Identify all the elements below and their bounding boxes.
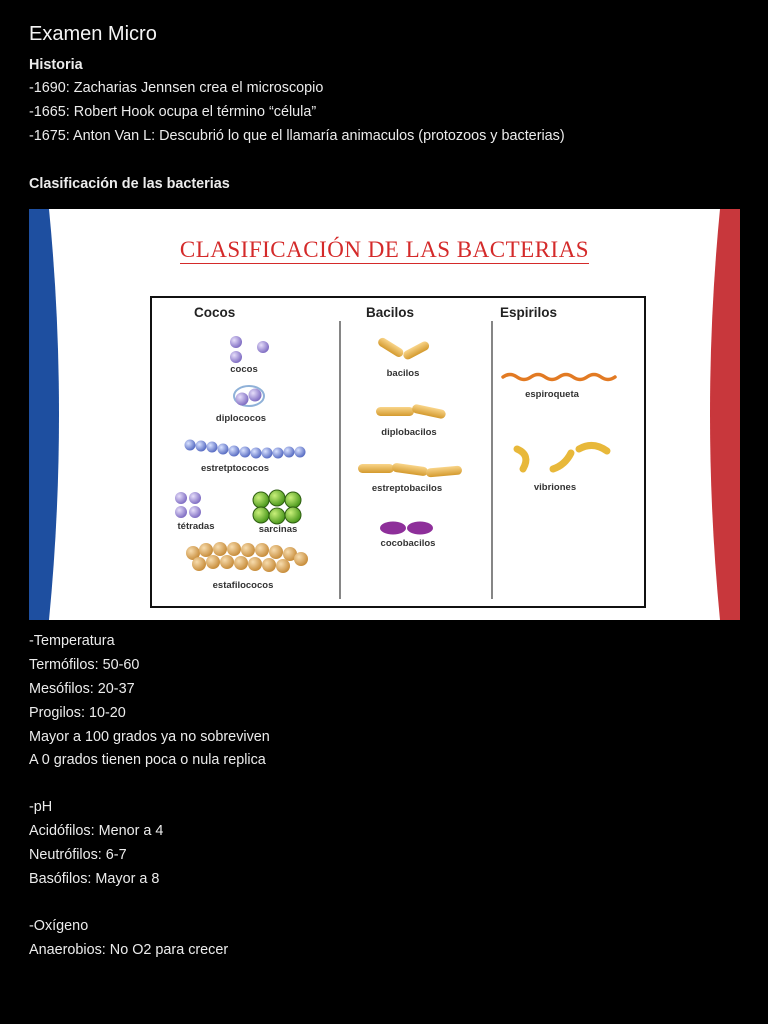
label-estreptococos: estretptococos bbox=[200, 463, 270, 474]
label-vibriones: vibriones bbox=[533, 482, 577, 493]
label-diplococos: diplococos bbox=[215, 413, 267, 424]
ph-item: Acidófilos: Menor a 4 bbox=[29, 823, 164, 839]
label-tetradas: tétradas bbox=[177, 521, 215, 532]
oxigeno-item: Anaerobios: No O2 para crecer bbox=[29, 942, 229, 958]
label-estreptobacilos: estreptobacilos bbox=[371, 483, 443, 494]
temperatura-item: Mesófilos: 20-37 bbox=[29, 681, 135, 697]
label-diplobacilos: diplobacilos bbox=[381, 427, 437, 438]
ph-item: Basófilos: Mayor a 8 bbox=[29, 871, 160, 887]
blue-band bbox=[29, 209, 59, 620]
bacteria-classification-image bbox=[29, 209, 740, 620]
label-cocos: cocos bbox=[230, 364, 258, 375]
oxigeno-heading: -Oxígeno bbox=[29, 918, 89, 934]
red-band bbox=[710, 209, 740, 620]
column-cocos: Cocos bbox=[194, 305, 236, 320]
label-espiroqueta: espiroqueta bbox=[525, 389, 579, 400]
ph-heading: -pH bbox=[29, 799, 53, 815]
ph-item: Neutrófilos: 6-7 bbox=[29, 847, 127, 863]
historia-item: -1690: Zacharias Jennsen crea el microscopio bbox=[29, 80, 324, 96]
temperatura-item: Termófilos: 50-60 bbox=[29, 657, 140, 673]
historia-item: -1675: Anton Van L: Descubrió lo que el llamaría animaculos (protozoos y bacterias) bbox=[29, 128, 565, 144]
historia-item: -1665: Robert Hook ocupa el término “célula” bbox=[29, 104, 317, 120]
temperatura-heading: -Temperatura bbox=[29, 633, 115, 649]
label-cocobacilos: cocobacilos bbox=[380, 538, 436, 549]
label-estafilococos: estafilococos bbox=[212, 580, 274, 591]
label-sarcinas: sarcinas bbox=[258, 524, 298, 535]
temperatura-item: A 0 grados tienen poca o nula replica bbox=[29, 752, 266, 768]
historia-heading: Historia bbox=[29, 57, 83, 73]
temperatura-item: Mayor a 100 grados ya no sobreviven bbox=[29, 729, 270, 745]
figure-title: CLASIFICACIÓN DE LAS BACTERIAS bbox=[179, 237, 590, 262]
column-espirilos: Espirilos bbox=[500, 305, 558, 320]
label-bacilos: bacilos bbox=[386, 368, 420, 379]
classification-table-frame bbox=[150, 296, 646, 608]
temperatura-item: Progilos: 10-20 bbox=[29, 705, 126, 721]
clasificacion-heading: Clasificación de las bacterias bbox=[29, 176, 230, 192]
document-title: Examen Micro bbox=[29, 23, 157, 45]
column-bacilos: Bacilos bbox=[366, 305, 415, 320]
